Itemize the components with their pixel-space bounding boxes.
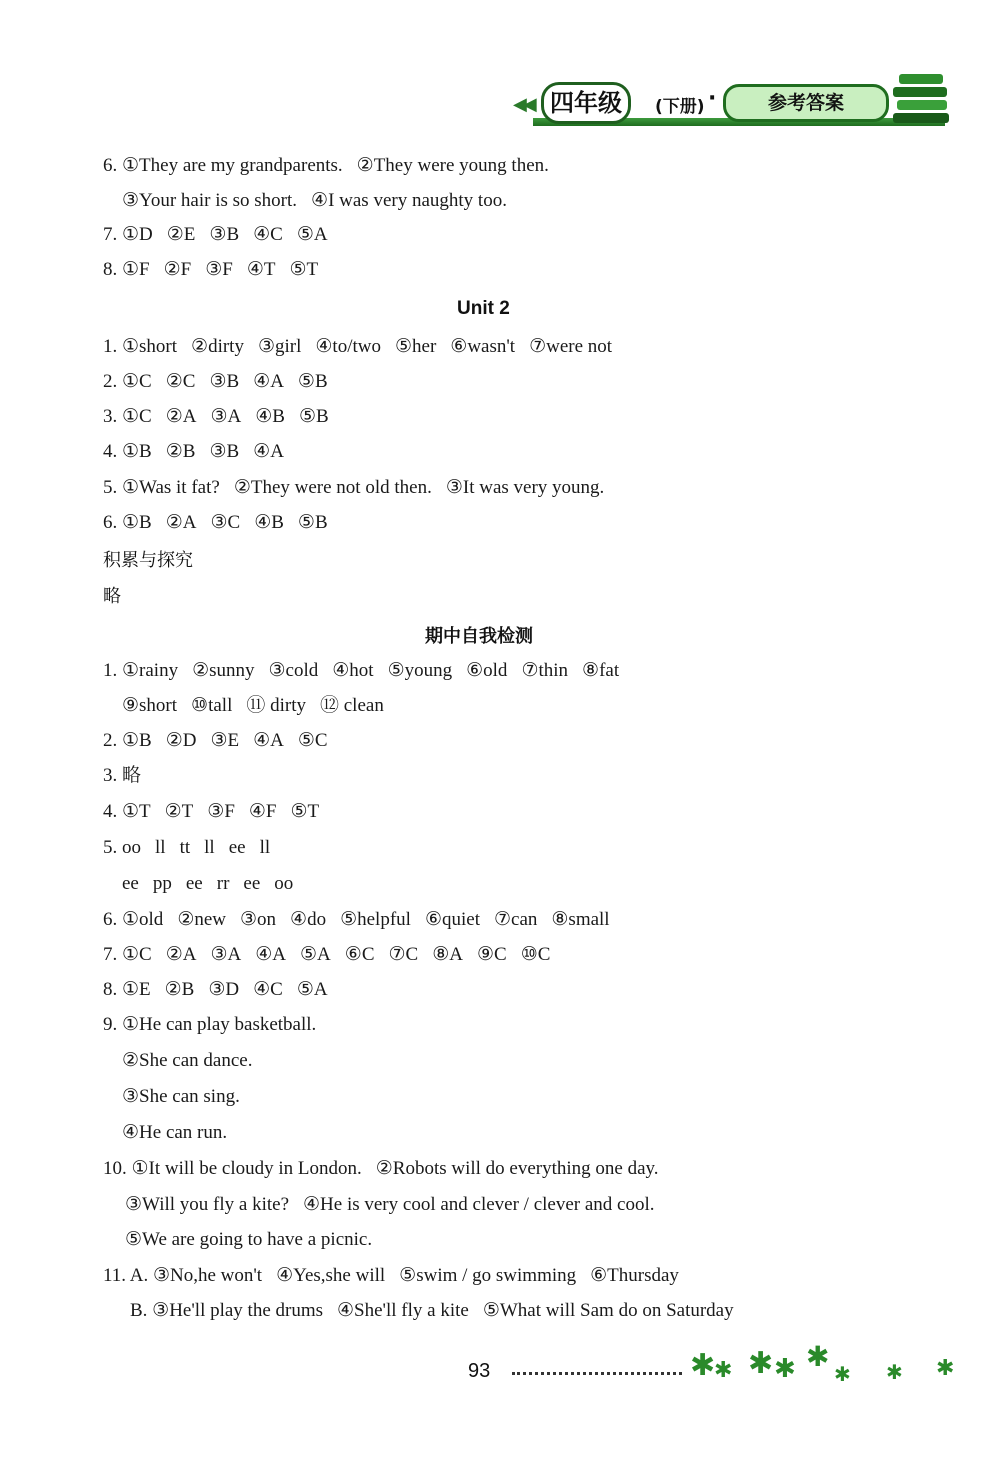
answer-segment: 7. ①C	[103, 944, 152, 965]
star-icon: ✱	[774, 1354, 796, 1384]
star-icon: ✱	[936, 1356, 955, 1381]
answer-segment: oo	[274, 873, 294, 894]
answer-line	[122, 1121, 227, 1145]
double-left-arrow-icon: ◀◀	[513, 94, 533, 115]
answer-segment: ②E	[166, 224, 196, 245]
answer-segment: tt	[179, 837, 191, 858]
answer-line	[103, 258, 318, 282]
answer-segment: ③It was very young.	[445, 477, 605, 498]
answer-segment: 6. ①They are my grandparents.	[103, 155, 343, 176]
answer-segment: ②They were not old then.	[233, 477, 432, 498]
answer-segment: ②A	[165, 512, 197, 533]
answer-line	[103, 1264, 679, 1288]
answer-segment: ④I was very naughty too.	[311, 190, 507, 211]
answer-segment: ⑨C	[476, 944, 507, 965]
answer-segment: 1. ①short	[103, 336, 178, 357]
answer-segment: ⑤We are going to have a picnic.	[125, 1229, 373, 1250]
star-icon: ✱	[806, 1340, 830, 1373]
answer-line	[103, 659, 619, 683]
star-icon: ✱	[834, 1362, 851, 1386]
answer-line	[122, 872, 293, 896]
answer-segment: ④B	[254, 512, 284, 533]
answer-segment: ③B	[209, 224, 240, 245]
answer-line	[103, 405, 329, 429]
unit-2-title: Unit 2	[457, 298, 510, 319]
section-omit: 略	[103, 586, 121, 607]
answer-segment: 2. ①C	[103, 371, 152, 392]
star-decoration	[690, 1340, 960, 1400]
answer-segment: ee	[228, 837, 246, 858]
answer-line	[103, 836, 270, 860]
answer-line	[103, 223, 328, 247]
answer-segment: ④Yes,she will	[276, 1265, 386, 1286]
answer-segment: B. ③He'll play the drums	[130, 1300, 324, 1321]
answer-segment: ⑥quiet	[424, 909, 480, 930]
answer-segment: ②C	[165, 371, 196, 392]
answer-segment: ④A	[253, 730, 284, 751]
answer-segment: 6. ①B	[103, 512, 152, 533]
answer-segment: ④A	[253, 441, 284, 462]
answer-segment: 3. 略	[103, 765, 142, 786]
answer-segment: ④hot	[332, 660, 374, 681]
answer-segment: 10. ①It will be cloudy in London.	[103, 1158, 362, 1179]
answer-segment: ②B	[164, 979, 195, 1000]
answer-tag: 参考答案	[723, 84, 889, 122]
answer-segment: 8. ①F	[103, 259, 150, 280]
answer-segment: 6. ①old	[103, 909, 164, 930]
answer-segment: ②sunny	[192, 660, 255, 681]
answer-segment: 11. A. ③No,he won't	[103, 1265, 263, 1286]
answer-segment: ③Your hair is so short.	[122, 190, 298, 211]
answer-line	[103, 476, 604, 500]
answer-segment: ③She can sing.	[122, 1086, 240, 1107]
answer-segment: ⑫ clean	[320, 695, 384, 716]
answer-line	[103, 943, 550, 967]
answer-segment: ④He is very cool and clever / clever and cool.	[303, 1194, 655, 1215]
answer-line	[103, 1013, 316, 1037]
answer-segment: ③C	[210, 512, 241, 533]
answer-segment: ⑤helpful	[340, 909, 411, 930]
answer-segment: ⑤B	[297, 512, 328, 533]
answer-line	[103, 800, 319, 824]
answer-segment: ⑧A	[432, 944, 463, 965]
answer-segment: 2. ①B	[103, 730, 152, 751]
answer-segment: 5. ①Was it fat?	[103, 477, 220, 498]
answer-segment: ⑤B	[298, 406, 329, 427]
page-number: 93	[468, 1360, 491, 1382]
answer-segment: ⑩C	[520, 944, 551, 965]
answer-segment: ③cold	[268, 660, 319, 681]
answer-line	[103, 978, 328, 1002]
answer-segment: ②Robots will do everything one day.	[375, 1158, 659, 1179]
answer-line	[103, 440, 284, 464]
answer-segment: ③F	[207, 801, 235, 822]
answer-segment: ⑪ dirty	[246, 695, 306, 716]
answer-line	[103, 511, 328, 535]
answer-segment: ③on	[240, 909, 277, 930]
answer-segment: pp	[152, 873, 172, 894]
answer-segment: ee	[185, 873, 203, 894]
books-icon	[893, 74, 953, 122]
answer-segment: rr	[216, 873, 230, 894]
star-icon: ✱	[886, 1360, 903, 1384]
answer-line	[125, 1193, 655, 1217]
answer-line	[125, 1228, 372, 1252]
answer-line	[122, 694, 384, 718]
answer-line	[122, 1049, 252, 1073]
answer-segment: ⑥C	[344, 944, 375, 965]
answer-segment: ⑥Thursday	[590, 1265, 679, 1286]
answer-segment: ⑦C	[388, 944, 419, 965]
answer-segment: 8. ①E	[103, 979, 151, 1000]
answer-segment: 1. ①rainy	[103, 660, 179, 681]
answer-line	[122, 1085, 240, 1109]
answer-segment: ③D	[208, 979, 240, 1000]
answer-line	[130, 1299, 734, 1323]
answer-segment: ④She'll fly a kite	[337, 1300, 469, 1321]
answer-segment: ⑤A	[300, 944, 331, 965]
answer-segment: ④T	[246, 259, 276, 280]
grade-label: 四年级	[541, 82, 631, 124]
answer-segment: ⑤her	[394, 336, 437, 357]
star-icon: ✱	[690, 1348, 716, 1383]
header-dot: ·	[708, 86, 717, 111]
answer-segment: ⑧small	[551, 909, 610, 930]
answer-line	[103, 335, 612, 359]
answer-segment: ⑤T	[290, 801, 320, 822]
answer-line	[103, 764, 141, 788]
answer-segment: 4. ①B	[103, 441, 152, 462]
answer-segment: 5. oo	[103, 837, 141, 858]
answer-segment: ④A	[253, 371, 284, 392]
star-icon: ✱	[714, 1358, 733, 1383]
answer-segment: ⑧fat	[582, 660, 620, 681]
answer-segment: ⑦thin	[521, 660, 569, 681]
answer-segment: ③A	[210, 944, 242, 965]
answer-segment: ll	[155, 837, 166, 858]
section-accumulate: 积累与探究	[103, 550, 193, 571]
answer-segment: ③girl	[257, 336, 302, 357]
answer-segment: ⑥wasn't	[450, 336, 516, 357]
answer-segment: ③Will you fly a kite?	[125, 1194, 290, 1215]
answer-line	[103, 370, 328, 394]
answer-segment: 7. ①D	[103, 224, 153, 245]
answer-segment: ④C	[253, 979, 283, 1000]
answer-segment: ll	[204, 837, 215, 858]
answer-segment: ⑤T	[289, 259, 319, 280]
answer-line	[122, 189, 507, 213]
answer-segment: ②D	[165, 730, 197, 751]
answer-segment: ②T	[164, 801, 194, 822]
answer-segment: ee	[122, 873, 139, 894]
answer-segment: ⑥old	[466, 660, 508, 681]
answer-segment: ④do	[290, 909, 327, 930]
answer-segment: ⑤C	[297, 730, 328, 751]
answer-segment: ⑤swim / go swimming	[399, 1265, 577, 1286]
answer-segment: ②dirty	[191, 336, 244, 357]
answer-segment: ②F	[163, 259, 192, 280]
answer-segment: ④to/two	[315, 336, 381, 357]
volume-label: (下册)	[655, 97, 705, 117]
answer-segment: ⑦were not	[529, 336, 613, 357]
answer-segment: ②They were young then.	[356, 155, 549, 176]
answer-segment: ②She can dance.	[122, 1050, 253, 1071]
answer-segment: ee	[243, 873, 261, 894]
midterm-title: 期中自我检测	[425, 626, 533, 647]
answer-segment: ⑨short	[122, 695, 178, 716]
answer-segment: ⑤young	[387, 660, 453, 681]
answer-segment: ③B	[209, 441, 240, 462]
answer-segment: 4. ①T	[103, 801, 151, 822]
answer-line	[103, 908, 610, 932]
answer-segment: ⑩tall	[191, 695, 233, 716]
answer-line	[103, 1157, 659, 1181]
answer-segment: ④A	[255, 944, 287, 965]
answer-segment: ②B	[165, 441, 196, 462]
star-icon: ✱	[748, 1346, 774, 1381]
header-banner	[505, 72, 955, 132]
answer-segment: ⑦can	[493, 909, 538, 930]
answer-segment: ⑤B	[297, 371, 328, 392]
answer-segment: ④F	[248, 801, 277, 822]
answer-segment: ll	[259, 837, 271, 858]
answer-segment: ②new	[177, 909, 226, 930]
answer-segment: ⑤A	[296, 224, 328, 245]
answer-line	[103, 154, 549, 178]
answer-segment: 9. ①He can play basketball.	[103, 1014, 317, 1035]
answer-segment: ③A	[210, 406, 242, 427]
answer-segment: ②A	[165, 944, 197, 965]
answer-segment: ③F	[205, 259, 233, 280]
answer-line	[103, 729, 328, 753]
answer-segment: ④He can run.	[122, 1122, 228, 1143]
answer-segment: ④C	[253, 224, 283, 245]
dotted-leader	[512, 1366, 682, 1375]
answer-segment: 3. ①C	[103, 406, 152, 427]
answer-segment: ⑤What will Sam do on Saturday	[482, 1300, 734, 1321]
answer-segment: ⑤A	[296, 979, 328, 1000]
answer-segment: ③E	[210, 730, 240, 751]
answer-segment: ③B	[209, 371, 240, 392]
answer-segment: ④B	[255, 406, 285, 427]
answer-segment: ②A	[165, 406, 197, 427]
